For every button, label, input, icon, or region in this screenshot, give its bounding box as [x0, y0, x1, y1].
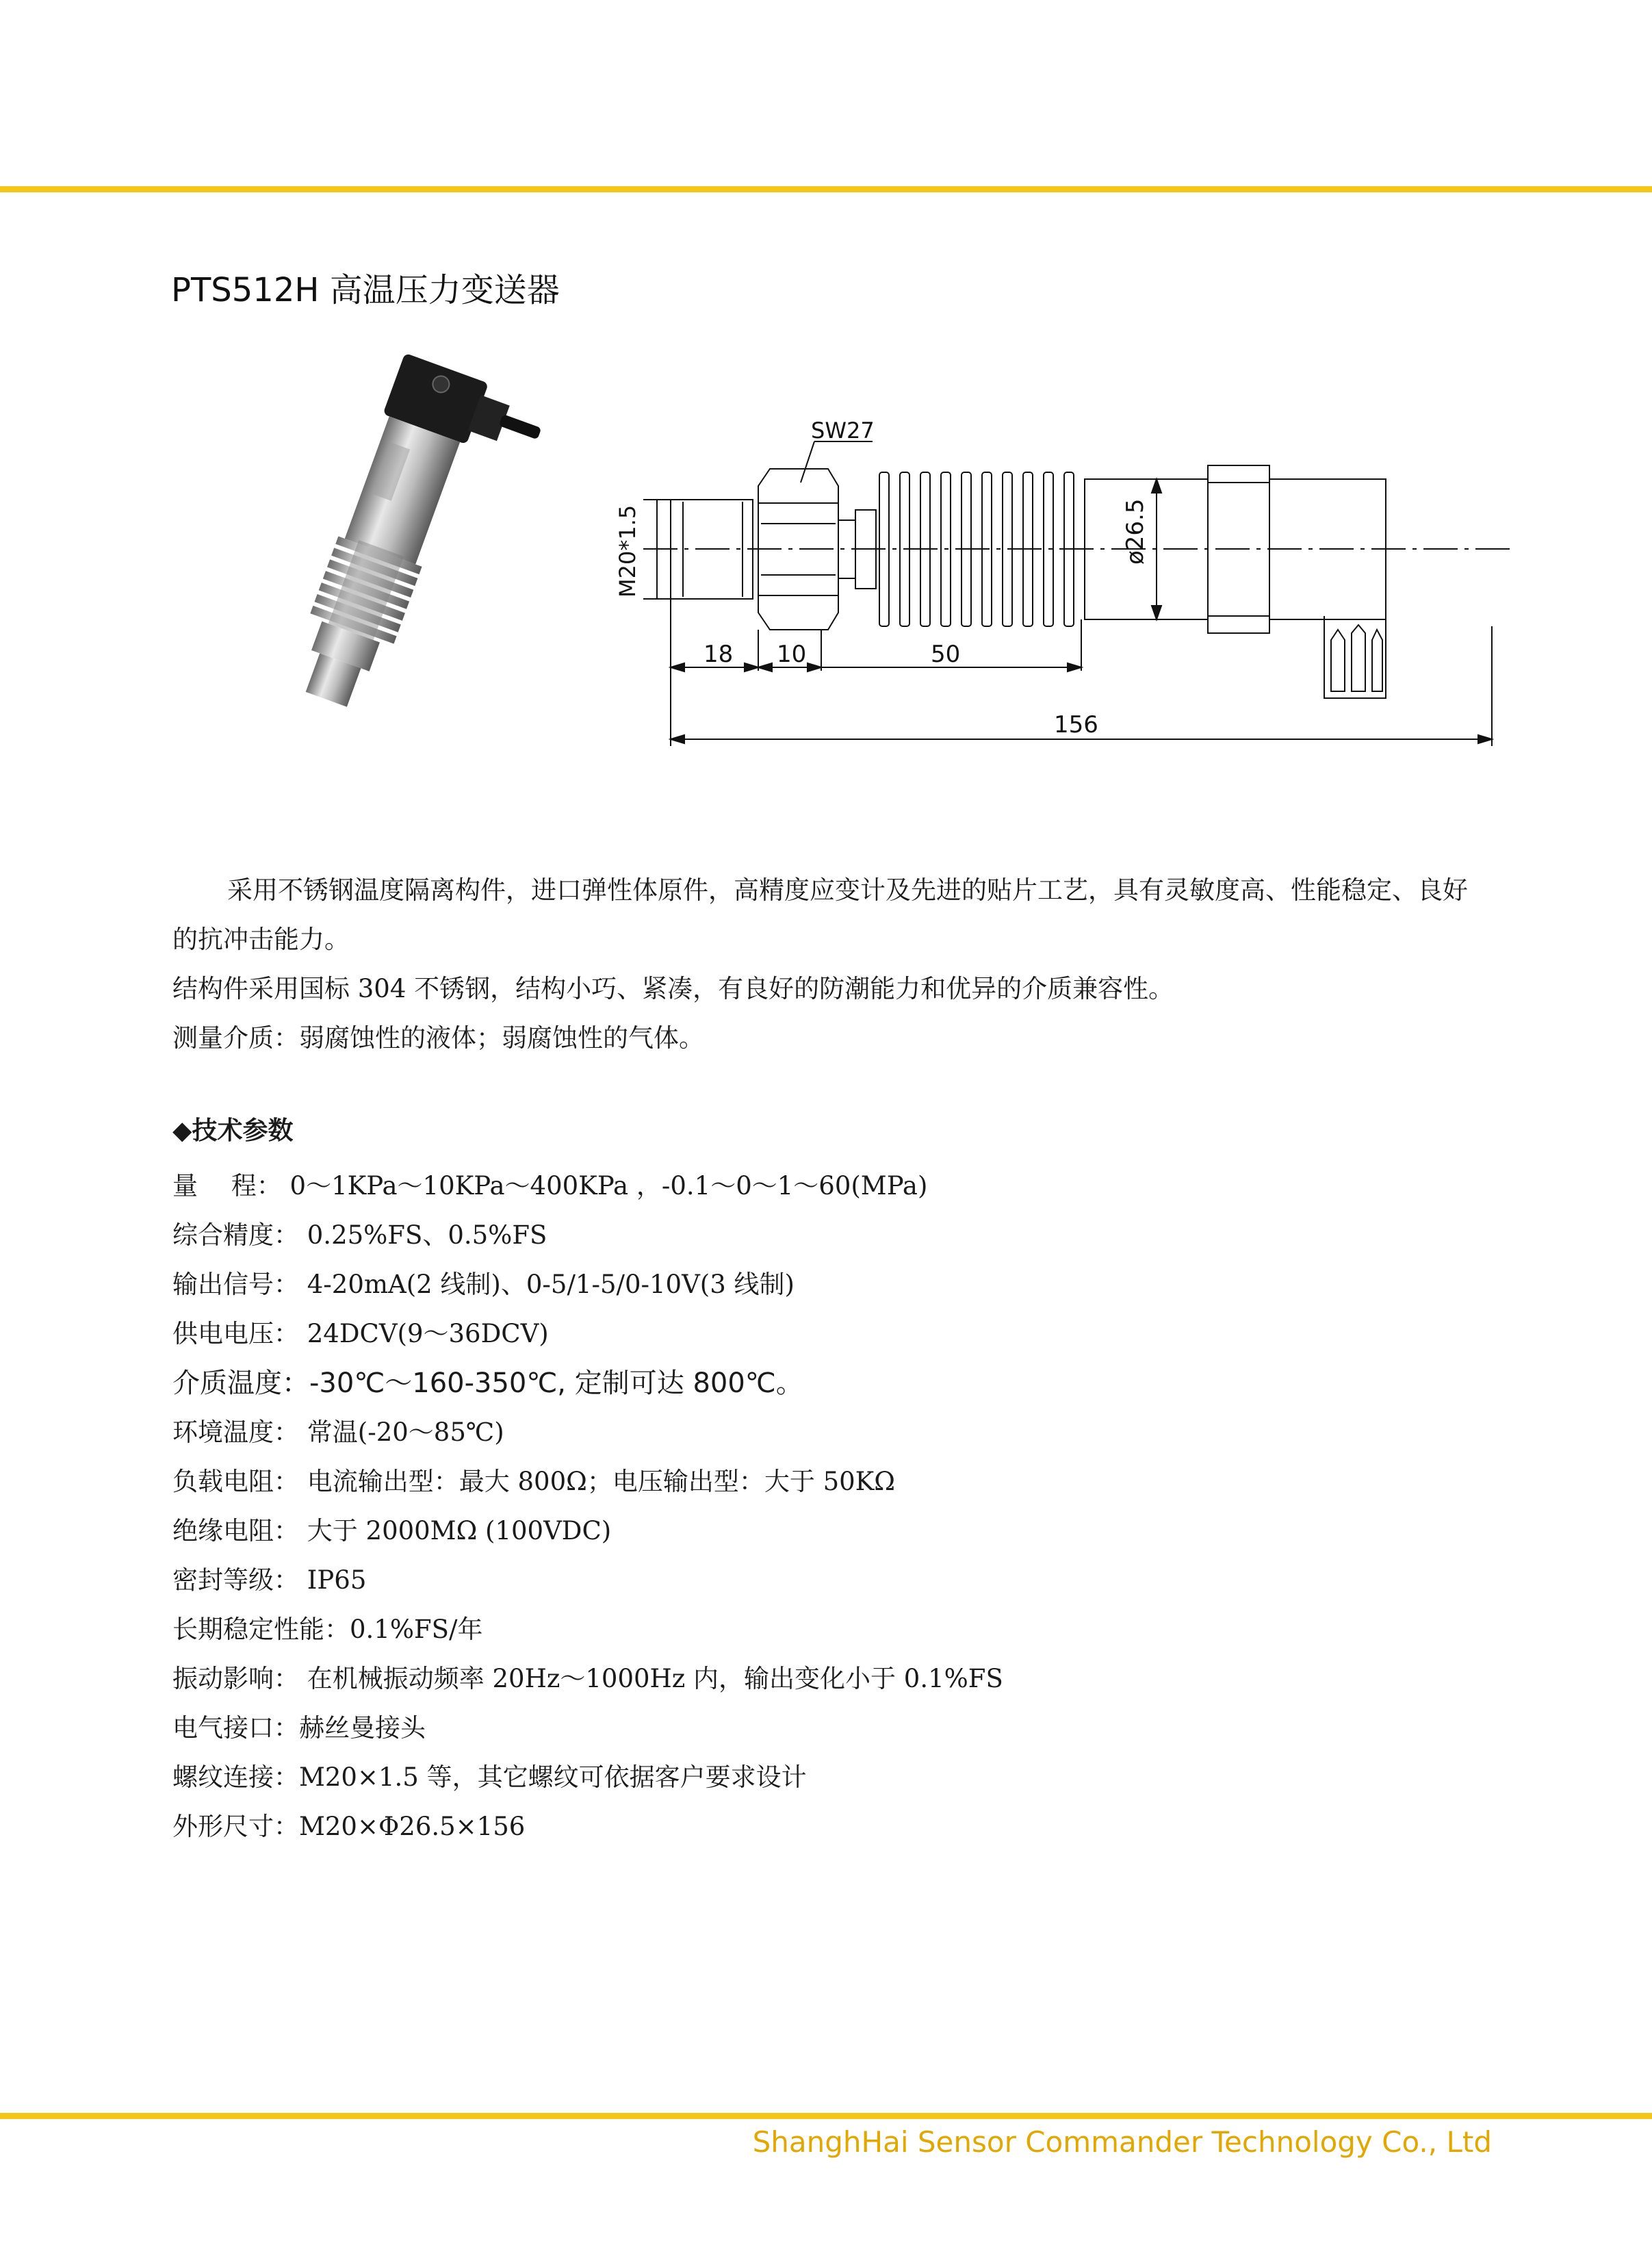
thread-label: M20*1.5: [615, 504, 641, 598]
spec-medium-temp: 介质温度：-30℃～160-350℃, 定制可达 800℃。: [172, 1368, 803, 1399]
top-accent-rule: [0, 186, 1652, 192]
page-title: PTS512H 高温压力变送器: [171, 271, 560, 309]
dim-10: 10: [777, 641, 807, 668]
specs-heading: ◆技术参数: [172, 1116, 294, 1145]
spec-load: 负载电阻： 电流输出型：最大 800Ω；电压输出型：大于 50KΩ: [172, 1467, 895, 1496]
spec-dimensions: 外形尺寸：M20×Φ26.5×156: [172, 1812, 526, 1841]
spec-ambient-temp: 环境温度： 常温(-20～85℃): [172, 1417, 504, 1447]
dimension-drawing: [602, 421, 1512, 760]
diameter-label: ø26.5: [1122, 498, 1149, 565]
hex-label: SW27: [811, 421, 875, 444]
footer-company-name: ShanghHai Sensor Commander Technology Co., Ltd: [752, 2125, 1492, 2159]
bottom-accent-rule: [0, 2113, 1652, 2119]
spec-accuracy: 综合精度： 0.25%FS、0.5%FS: [172, 1220, 547, 1250]
description-paragraph: 测量介质：弱腐蚀性的液体；弱腐蚀性的气体。: [172, 1023, 704, 1053]
dim-156: 156: [1054, 711, 1098, 739]
spec-vibration: 振动影响： 在机械振动频率 20Hz～1000Hz 内，输出变化小于 0.1%FS: [172, 1664, 1003, 1693]
spec-ip: 密封等级： IP65: [172, 1565, 367, 1595]
description-paragraph: 采用不锈钢温度隔离构件，进口弹性体原件，高精度应变计及先进的贴片工艺，具有灵敏度高、性能稳定、良好的抗冲击能力。: [172, 875, 1468, 954]
dim-18: 18: [704, 641, 734, 668]
cable: [499, 414, 542, 439]
spec-insulation: 绝缘电阻： 大于 2000MΩ (100VDC): [172, 1516, 612, 1545]
spec-output: 输出信号： 4-20mA(2 线制)、0-5/1-5/0-10V(3 线制): [172, 1270, 795, 1299]
spec-electrical: 电气接口：赫丝曼接头: [172, 1713, 426, 1743]
spec-supply: 供电电压： 24DCV(9～36DCV): [172, 1319, 549, 1348]
description-paragraph: 结构件采用国标 304 不锈钢，结构小巧、紧凑，有良好的防潮能力和优异的介质兼容性。: [172, 974, 1174, 1003]
specifications: [172, 1112, 1473, 1851]
hex-leader: [801, 441, 873, 483]
dim-50: 50: [931, 641, 961, 668]
product-description: [172, 866, 1473, 1063]
connector-plug: [1324, 616, 1386, 698]
spec-range: 量 程： 0～1KPa～10KPa～400KPa ，-0.1～0～1～60(MPa): [172, 1171, 928, 1201]
product-photo: [205, 346, 575, 743]
spec-stability: 长期稳定性能：0.1%FS/年: [172, 1615, 483, 1644]
spec-thread: 螺纹连接：M20×1.5 等，其它螺纹可依据客户要求设计: [172, 1762, 807, 1792]
